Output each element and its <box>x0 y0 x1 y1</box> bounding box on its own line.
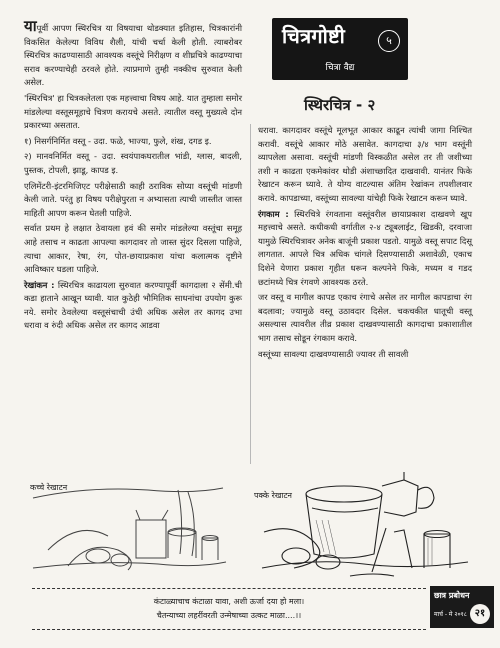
left-column <box>24 17 242 335</box>
page-number: २१ <box>470 604 490 624</box>
right-paragraph-4: वस्तूंच्या सावल्या दाखवण्यासाठी ज्यावर ती सावली <box>258 348 409 359</box>
final-sketch-illustration <box>254 472 474 582</box>
rough-sketch-label: कच्चे रेखाटन <box>30 483 68 492</box>
title-banner <box>272 18 408 80</box>
paragraph-4: सर्वात प्रथम हे लक्षात ठेवायला हवं की समोर मांडलेल्या वस्तूंचा समूह आहे तसाच न काढता आपल्या कागदावर तो जास्त सुंदर दिसला पाहिजे, त्याचा आकार, रेषा, रंग, पोत-छायाप्रकाश यांचा कलात्मक दृष्टीने आविष्कार घडला पाहिजे. <box>24 223 242 275</box>
footer-line-1: कंटाळ्याचाच कंटाळा यावा, अशी ऊर्जा दया हो मला। <box>153 597 305 606</box>
magazine-name: छात्र प्रबोधन <box>434 591 470 600</box>
right-paragraph-2 <box>258 208 472 290</box>
list-item-1: १) निसर्गनिर्मित वस्तू - उदा. फळे, भाज्या, फुले, शंख, दगड इ. <box>24 135 212 146</box>
paragraph-5-text: स्थिरचित्र काढायला सुरुवात करण्यापूर्वी कागदाला २ सेंमी.ची कडा हाताने आखून घ्यावी. यात कुठेही भौमितिक साधनांचा उपयोग कुरू नये. समोर ठेवलेल्या वस्तूसंचाची उंची अधिक असेल तर कागद उभा धरावा व रुंदी अधिक असेल तर कागद आडवा <box>24 279 242 331</box>
final-sketch-label: पक्के रेखाटन <box>254 491 292 500</box>
footer-quote-box <box>32 588 426 630</box>
list-item-2: २) मानवनिर्मित वस्तू - उदा. स्वयंपाकघरातील भांडी, ग्लास, बादली, पुस्तक, टोपली, झाडू, कापड इ. <box>24 151 242 175</box>
right-column <box>258 124 472 363</box>
drop-cap: या <box>24 17 37 35</box>
intro-paragraph <box>24 17 242 90</box>
right-paragraph-2-text: स्थिरचित्रे रंगवताना वस्तूंवरील छायाप्रकाश दाखवणे खूप महत्त्वाचे असते. कधीकधी वर्गातील २-४ ट्यूबलाईट, खिडकी, दरवाजा यामुळे स्थिरचित्रावर अनेक बाजूंनी प्रकाश पडतो. यामुळे वस्तू सपाट दिसू लागतात. आपले चित्र अधिक चांगले दिसण्यासाठी अशावेळी, एकाच दिशेने येणारा प्रकाश गृहीत धरून कल्पनेने फिके, मध्यम व गडद छटांमध्ये चित्र रंगवणे आवश्यक ठरते. <box>258 208 472 287</box>
article-subtitle: स्थिरचित्र - २ <box>304 96 376 114</box>
footer-line-2: चैतन्याच्या लहरींवरती उन्मेषाच्या उत्कट माळा....।। <box>156 611 302 620</box>
right-paragraph-3: जर वस्तू व मागील कापड एकाच रंगाचे असेल तर मागील कापडाचा रंग बदलावा; ज्यामुळे वस्तू उठावदार दिसेल. चकचकीत धातूची वस्तू असल्यास त्यावरील तीव्र प्रकाश दाखवण्यासाठी कागदाचा प्रकाशातील भाग तसाच सोडून रंगकाम करावे. <box>258 292 472 343</box>
paragraph-3: एलिमेंटरी-इंटरमिजिएट परीक्षेसाठी काही ठराविक सोप्या वस्तूंची मांडणी केली जाते. परंतु हा विषय परीक्षेपुरता न अभ्यासता त्याची जास्तीत जास्त माहिती आपण करून घेतली पाहिजे. <box>24 180 242 218</box>
column-divider <box>250 124 251 464</box>
magazine-issue: मार्च - मे २०१८ <box>434 611 467 618</box>
paragraph-5 <box>24 279 242 333</box>
section-label-sketching: रेखांकन : <box>24 279 55 290</box>
rough-sketch-illustration <box>28 480 228 580</box>
section-label-coloring: रंगकाम : <box>258 208 289 219</box>
article-title: चित्रगोष्टी <box>282 24 346 48</box>
intro-text: पूर्वी आपण स्थिरचित्र या विषयाचा थोडक्यात इतिहास, चित्रकारांनी विकसित केलेल्या विविध शैली, यांची चर्चा केली होती. त्याबरोबर स्थिरचित्र काढण्यासाठी आवश्यक वस्तूंचे निरीक्षण व शीघ्रचित्रे काढण्याचा सराव करण्याचेही ठरवले होते. त्याप्रमाणे तुम्ही नक्कीच सुरुवात केली असेल. <box>24 23 242 88</box>
paragraph-2: 'स्थिरचित्र' हा चित्रकलेतला एक महत्त्वाचा विषय आहे. यात तुम्हाला समोर मांडलेल्या वस्तूसमूहाचे चित्रण करायचे असते. त्यातील वस्तू मुख्यत्वे दोन प्रकारच्या असतात. <box>24 92 242 131</box>
article-number: ५ <box>378 30 400 52</box>
magazine-brand-box <box>430 586 494 628</box>
right-paragraph-1: धरावा. कागदावर वस्तूंचे मूलभूत आकार काढून त्यांची जागा निश्चित करावी. वस्तूंचे आकार मोठे असावेत. कागदाचा ३/४ भाग वस्तूंनी व्यापलेला असावा. वस्तूंची मांडणी विस्कळीत असेल तर ती जशीच्या तशी न काढता एकमेकांवर थोडी अंशाच्छादित दाखवावी. यानंतर फिके रेखाटन करून घ्यावे. ते योग्य वाटल्यास अंतिम रेखांकन तपशीलवार करावे. कापडाच्या, वस्तूंच्या सावल्या यांचेही फिके रेखाटन करून घ्यावे. <box>258 125 472 203</box>
author-name: चित्रा वैद्य <box>325 63 355 73</box>
